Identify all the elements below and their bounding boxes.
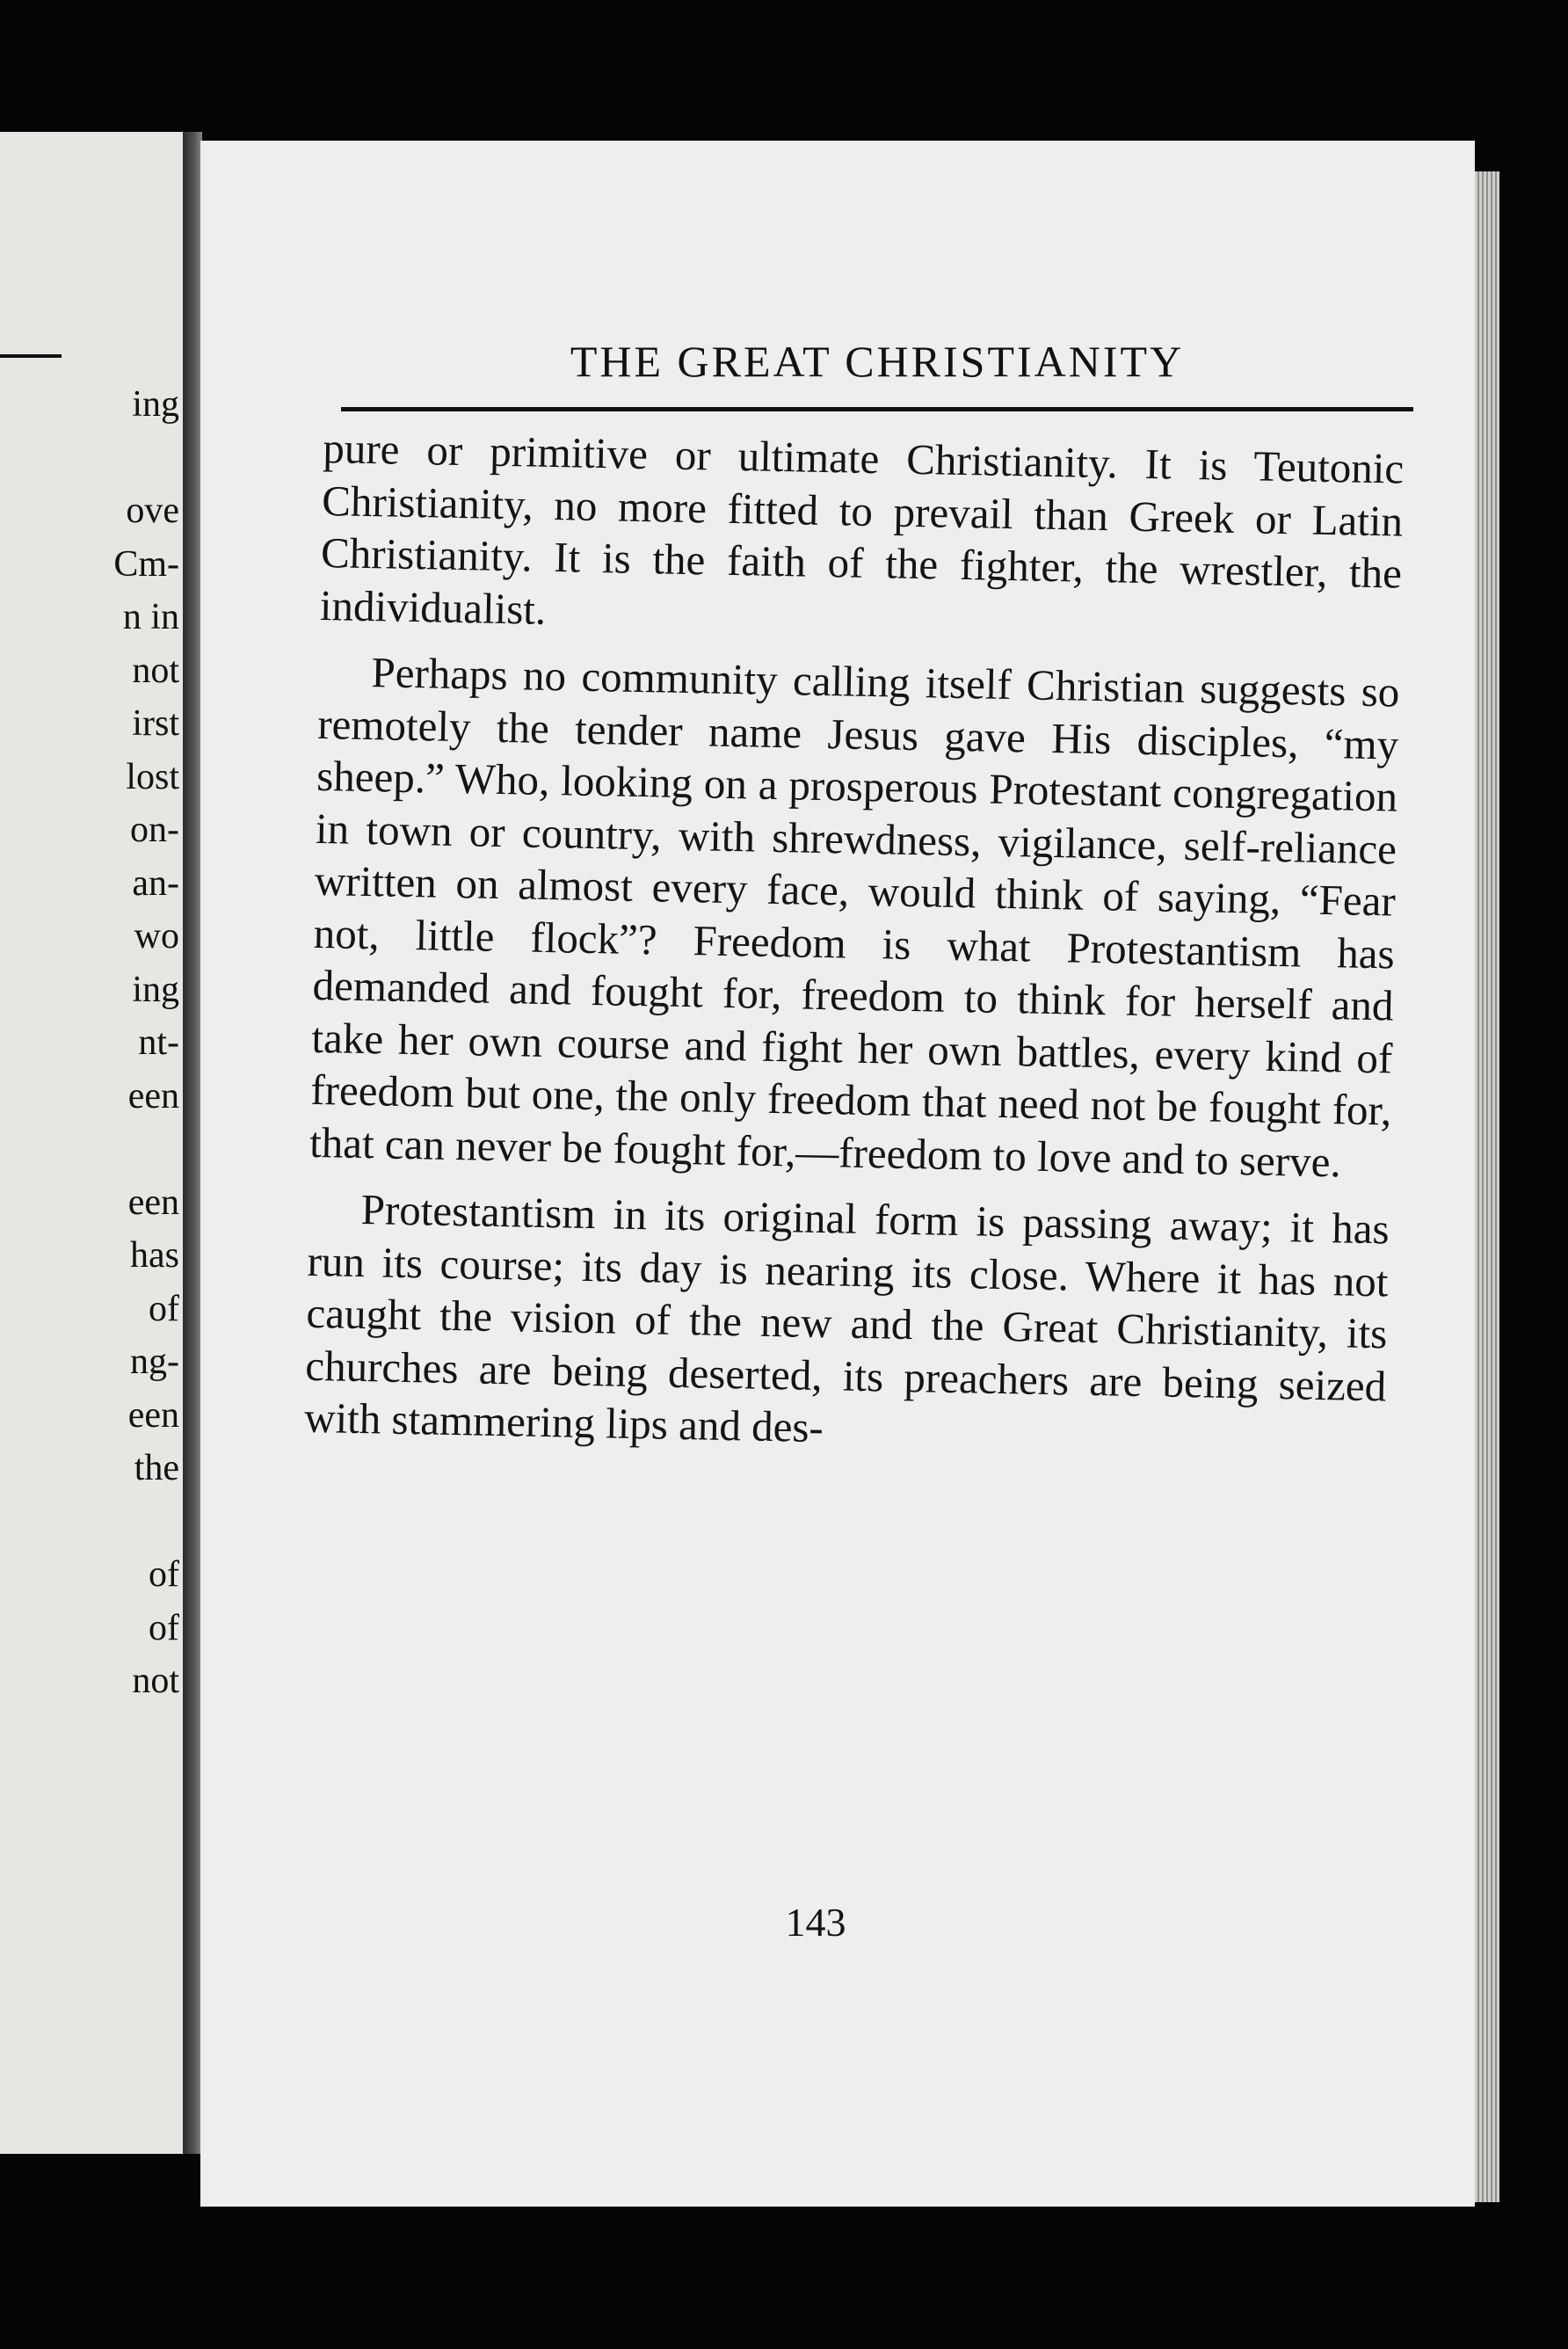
paragraph: Protestantism in its original form is passing away; it has run its course; its day is nearing its close. Where it has not caught the vision of the new and the Great Christianity, its churches are being deserted, its preachers are being seized with stammering lips and des- — [303, 1184, 1390, 1452]
running-head: THE GREAT CHRISTIANITY — [570, 337, 1185, 386]
facing-page-text-fragments: ing ove Cm- n in not irst lost on- an- wo ing nt- een een has of ng- een the of of not — [113, 384, 179, 1701]
page-number: 143 — [785, 1900, 846, 1945]
book-page — [200, 141, 1475, 2207]
paragraph: Perhaps no community calling itself Christian suggests so remotely the tender name Jesus gave His disciples, “my sheep.” Who, looking on a prosperous Protestant congregation in town or country, with shrewdness, vigilance, self-reliance written on almost every face, would think of saying, “Fear not, little flock”? Freedom is what Protestantism has demanded and fought for, freedom to think for herself and take her own course and fight her own battles, every kind of freedom but one, the only freedom that need not be fought for, that can never be fought for,—freedom to love and to serve. — [309, 648, 1400, 1186]
page-block-edge — [1475, 171, 1499, 2202]
book-gutter — [183, 132, 202, 2154]
running-head-rule — [341, 407, 1413, 411]
body-text — [303, 422, 1404, 1479]
facing-page — [0, 132, 192, 2154]
paragraph-continuation: pure or primitive or ultimate Christianity. It is Teutonic Christianity, no more fitted to prevail than Greek or Latin Christianity. It is the faith of the fighter, the wrestler, the individualist. — [319, 423, 1405, 634]
facing-page-head-rule — [0, 354, 62, 358]
